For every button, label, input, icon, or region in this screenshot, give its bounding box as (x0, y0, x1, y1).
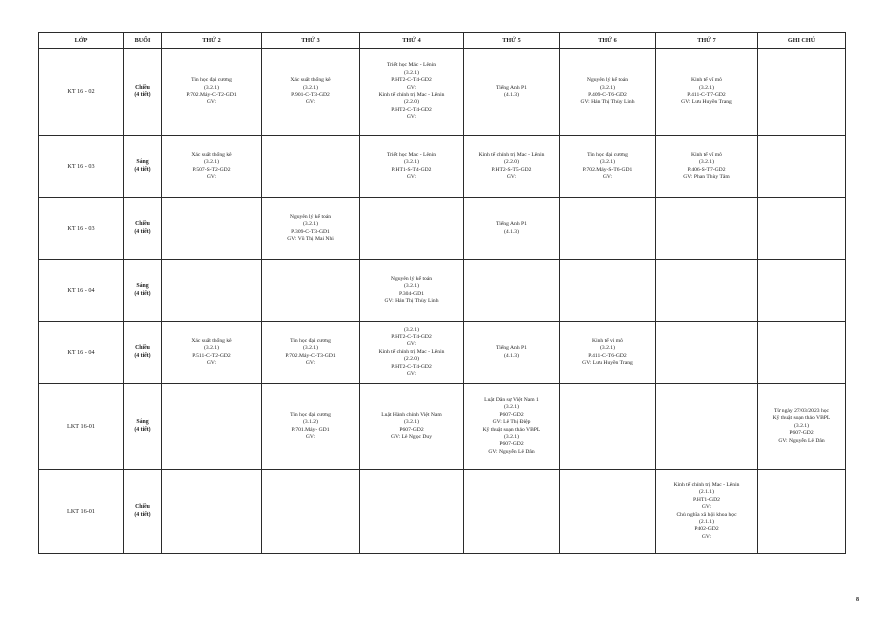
cell-line: Triết học Mác - Lênin (386, 62, 437, 69)
table-row (39, 470, 846, 554)
cell-line: P.409-C-T6-GD2 (588, 92, 627, 98)
cell-line: GV: Phan Thùy Tâm (683, 173, 730, 180)
cell-line: (3.2.1) (204, 84, 219, 91)
cell-line: Luật Dân sự Việt Nam 1 (484, 396, 539, 403)
cell-line: (2.2.0) (404, 99, 419, 106)
cell-line: Xác suất thống kê (191, 337, 232, 344)
cell-line: (3.1.2) (303, 419, 318, 426)
cell-line: GV: (406, 114, 417, 121)
class-code-cell: KT 16 - 03 (39, 198, 124, 260)
note-cell (758, 198, 846, 260)
cell-line: (3.2.1) (600, 84, 615, 91)
schedule-cell (560, 49, 656, 136)
cell-line: P.HT2-C-T4-GD2 (391, 363, 432, 370)
schedule-cell (464, 384, 560, 470)
cell-line: GV: (206, 359, 217, 366)
schedule-cell (656, 384, 758, 470)
cell-line: GV: Lưu Huyền Trang (681, 99, 732, 106)
cell-line: Kỹ thuật soạn thảo VBPL (482, 426, 541, 433)
class-code-cell: KT 16 - 02 (39, 49, 124, 136)
schedule-cell (360, 470, 464, 554)
cell-line: Kinh tế chính trị Mac - Lênin (378, 92, 445, 98)
schedule-body (39, 49, 846, 554)
cell-line: (3.2.1) (303, 345, 318, 352)
session-line: (4 tiết) (134, 290, 151, 297)
schedule-cell (560, 260, 656, 322)
schedule-cell (262, 198, 360, 260)
schedule-cell (262, 470, 360, 554)
schedule-cell (560, 322, 656, 384)
schedule-cell (262, 322, 360, 384)
cell-line: Kỹ thuật soạn thảo VBPL (772, 415, 831, 422)
cell-line: Tiếng Anh P1 (496, 221, 527, 228)
schedule-cell (560, 470, 656, 554)
cell-line: P.411-C-T7-GD2 (687, 92, 726, 98)
session-line: (4 tiết) (134, 92, 151, 98)
cell-line: Xác suất thống kê (290, 77, 331, 84)
cell-line: Nguyên lý kế toán (390, 275, 433, 282)
cell-line: Từ ngày 27/03/2023 học (773, 407, 830, 414)
class-code-cell: KT 16 - 03 (39, 136, 124, 198)
schedule-cell (262, 49, 360, 136)
header-lop: LỚP (39, 33, 124, 49)
header-thu-3: THỨ 3 (262, 33, 360, 49)
cell-line: (3.2.1) (404, 159, 419, 166)
table-row (39, 198, 846, 260)
cell-line: (4.1.3) (504, 228, 519, 235)
cell-line: (3.2.1) (404, 283, 419, 290)
cell-line: (3.2.1) (204, 159, 219, 166)
cell-line: Kinh tế vi mô (592, 337, 623, 344)
schedule-cell (656, 322, 758, 384)
cell-line: P.702.Máy-C-T3-GD1 (285, 352, 336, 359)
cell-line: GV: (406, 173, 417, 180)
cell-line: (2.2.0) (504, 159, 519, 166)
schedule-table (38, 32, 846, 554)
cell-line: P.702.Máy-C-T2-GD1 (186, 92, 237, 98)
cell-line: GV: Vũ Thị Mai Nhi (287, 235, 334, 242)
note-cell (758, 136, 846, 198)
schedule-cell (162, 49, 262, 136)
cell-line: P.411-C-T6-GD2 (588, 352, 627, 359)
cell-line: GV: (701, 533, 712, 540)
cell-line: (4.1.3) (504, 352, 519, 359)
schedule-cell (360, 198, 464, 260)
cell-line: (4.1.3) (504, 92, 519, 98)
cell-line: (3.2.1) (794, 422, 809, 429)
session-line: (4 tiết) (134, 352, 151, 359)
cell-line: Kinh tế vĩ mô (691, 151, 722, 158)
schedule-cell (464, 470, 560, 554)
cell-line: (2.2.0) (404, 356, 419, 363)
cell-line: Tin học đại cương (587, 151, 628, 158)
cell-line: GV: (206, 99, 217, 106)
note-cell (758, 384, 846, 470)
cell-line: GV: (406, 341, 417, 348)
schedule-cell (656, 260, 758, 322)
cell-line: Nguyên lý kế toán (586, 77, 629, 84)
header-thu-7: THỨ 7 (656, 33, 758, 49)
schedule-cell (360, 49, 464, 136)
cell-line: P.HT2-C-T4-GD2 (391, 77, 432, 84)
schedule-cell (360, 260, 464, 322)
session-line: (4 tiết) (134, 511, 151, 518)
cell-line: Xác suất thống kê (191, 151, 232, 158)
session-cell (124, 322, 162, 384)
table-row (39, 260, 846, 322)
header-thu-5: THỨ 5 (464, 33, 560, 49)
table-row (39, 49, 846, 136)
cell-line: P.406-S-T7-GD2 (687, 166, 726, 173)
session-cell (124, 470, 162, 554)
cell-line: P.901-C-T3-GD2 (291, 92, 330, 98)
note-cell (758, 49, 846, 136)
cell-line: (2.1.1) (699, 518, 714, 525)
class-code-cell: KT 16 - 04 (39, 322, 124, 384)
cell-line: P607-GD2 (789, 430, 814, 437)
cell-line: Luật Hành chính Việt Nam (381, 411, 442, 418)
header-thu-2: THỨ 2 (162, 33, 262, 49)
session-line: (4 tiết) (134, 166, 151, 173)
session-cell (124, 49, 162, 136)
header-thu-4: THỨ 4 (360, 33, 464, 49)
cell-line: Tin học đại cương (191, 77, 232, 84)
schedule-cell (464, 322, 560, 384)
cell-line: Kinh tế vĩ mô (691, 77, 722, 84)
cell-line: GV: (305, 433, 316, 440)
cell-line: (3.2.1) (699, 159, 714, 166)
schedule-cell (656, 198, 758, 260)
schedule-cell (162, 384, 262, 470)
session-line: (4 tiết) (134, 426, 151, 433)
cell-line: P607-GD2 (499, 441, 524, 448)
session-cell (124, 198, 162, 260)
session-line: Chiều (135, 504, 150, 511)
cell-line: (3.2.1) (504, 404, 519, 411)
schedule-cell (560, 136, 656, 198)
cell-line: P402-GD2 (694, 526, 719, 533)
header-thu-6: THỨ 6 (560, 33, 656, 49)
schedule-sheet (38, 32, 845, 554)
session-line: Sáng (136, 419, 149, 426)
cell-line: (3.2.1) (600, 345, 615, 352)
schedule-cell (464, 198, 560, 260)
cell-line: Tin học đại cương (290, 411, 331, 418)
table-row (39, 384, 846, 470)
cell-line: Tiếng Anh P1 (496, 345, 527, 352)
schedule-cell (464, 260, 560, 322)
session-line: (4 tiết) (134, 228, 151, 235)
session-line: Chiều (135, 221, 150, 228)
schedule-cell (656, 49, 758, 136)
cell-line: GV: Nguyễn Lê Dân (488, 448, 535, 455)
schedule-cell (162, 136, 262, 198)
schedule-cell (360, 322, 464, 384)
session-line: Sáng (136, 283, 149, 290)
cell-line: P.HT2-S-T5-GD2 (491, 166, 532, 173)
cell-line: P.HT2-C-T4-GD2 (391, 106, 432, 113)
page-number: 8 (856, 597, 859, 603)
cell-line: Nguyên lý kế toán (289, 213, 332, 220)
schedule-cell (162, 198, 262, 260)
cell-line: Kinh tế chính trị Mac - Lênin (673, 481, 740, 488)
session-cell (124, 260, 162, 322)
cell-line: P.701.Máy- GD1 (291, 426, 330, 433)
schedule-cell (162, 470, 262, 554)
schedule-cell (262, 384, 360, 470)
session-cell (124, 384, 162, 470)
cell-line: (3.2.1) (204, 345, 219, 352)
cell-line: GV: Nguyễn Lê Dân (778, 437, 825, 444)
note-cell (758, 470, 846, 554)
cell-line: (3.2.1) (303, 221, 318, 228)
cell-line: Tiếng Anh P1 (496, 84, 527, 91)
cell-line: P607-GD2 (499, 411, 524, 418)
schedule-cell (656, 470, 758, 554)
cell-line: GV: (305, 99, 316, 106)
cell-line: Tin học đại cương (290, 337, 331, 344)
cell-line: P.702.Máy-S-T6-GD1 (582, 166, 633, 173)
cell-line: P.309-C-T3-GD1 (291, 228, 330, 235)
table-row (39, 136, 846, 198)
class-code-cell: KT 16 - 04 (39, 260, 124, 322)
cell-line: (3.2.1) (404, 326, 419, 333)
note-cell (758, 260, 846, 322)
cell-line: P.HT1-S-T4-GD2 (391, 166, 432, 173)
cell-line: P.511-C-T2-GD2 (192, 352, 231, 359)
schedule-cell (162, 322, 262, 384)
table-row (39, 322, 846, 384)
cell-line: GV: (406, 371, 417, 378)
cell-line: (2.1.1) (699, 489, 714, 496)
cell-line: GV: (506, 173, 517, 180)
cell-line: GV: Hán Thị Thùy Linh (580, 99, 635, 106)
cell-line: P607-GD2 (399, 426, 424, 433)
schedule-cell (360, 136, 464, 198)
cell-line: GV: Lê Ngọc Duy (390, 433, 433, 440)
cell-line: (3.2.1) (600, 159, 615, 166)
header-ghi-chu: GHI CHÚ (758, 33, 846, 49)
cell-line: Chủ nghĩa xã hội khoa học (676, 511, 737, 518)
cell-line: GV: Hán Thị Thùy Linh (384, 297, 439, 304)
schedule-cell (656, 136, 758, 198)
cell-line: GV: (206, 173, 217, 180)
cell-line: GV: (305, 359, 316, 366)
schedule-cell (560, 384, 656, 470)
cell-line: P.507-S-T2-GD2 (192, 166, 231, 173)
cell-line: P.HT2-C-T4-GD2 (391, 333, 432, 340)
schedule-cell (162, 260, 262, 322)
header-row (39, 33, 846, 49)
cell-line: P.HT1-GD2 (693, 496, 720, 503)
cell-line: (3.2.1) (504, 433, 519, 440)
schedule-cell (262, 260, 360, 322)
schedule-cell (464, 136, 560, 198)
session-cell (124, 136, 162, 198)
cell-line: GV: (406, 84, 417, 91)
cell-line: GV: Lưu Huyền Trang (582, 359, 633, 366)
schedule-cell (360, 384, 464, 470)
session-line: Chiều (135, 84, 150, 91)
cell-line: (3.2.1) (404, 69, 419, 76)
note-cell (758, 322, 846, 384)
cell-line: (3.2.1) (303, 84, 318, 91)
class-code-cell: LKT 16-01 (39, 470, 124, 554)
cell-line: Triết học Mac - Lênin (386, 151, 437, 158)
schedule-cell (560, 198, 656, 260)
cell-line: (3.2.1) (699, 84, 714, 91)
cell-line: GV: Lê Thị Điệp (492, 419, 531, 426)
cell-line: GV: (602, 173, 613, 180)
header-buoi: BUỔI (124, 33, 162, 49)
schedule-cell (464, 49, 560, 136)
cell-line: Kinh tế chính trị Mac - Lênin (378, 348, 445, 355)
session-line: Chiều (135, 345, 150, 352)
class-code-cell: LKT 16-01 (39, 384, 124, 470)
cell-line: P.304-GD1 (398, 290, 425, 297)
cell-line: (3.2.1) (404, 419, 419, 426)
schedule-cell (262, 136, 360, 198)
cell-line: GV: (701, 504, 712, 511)
session-line: Sáng (136, 159, 149, 166)
cell-line: Kinh tế chính trị Mac - Lênin (478, 151, 545, 158)
